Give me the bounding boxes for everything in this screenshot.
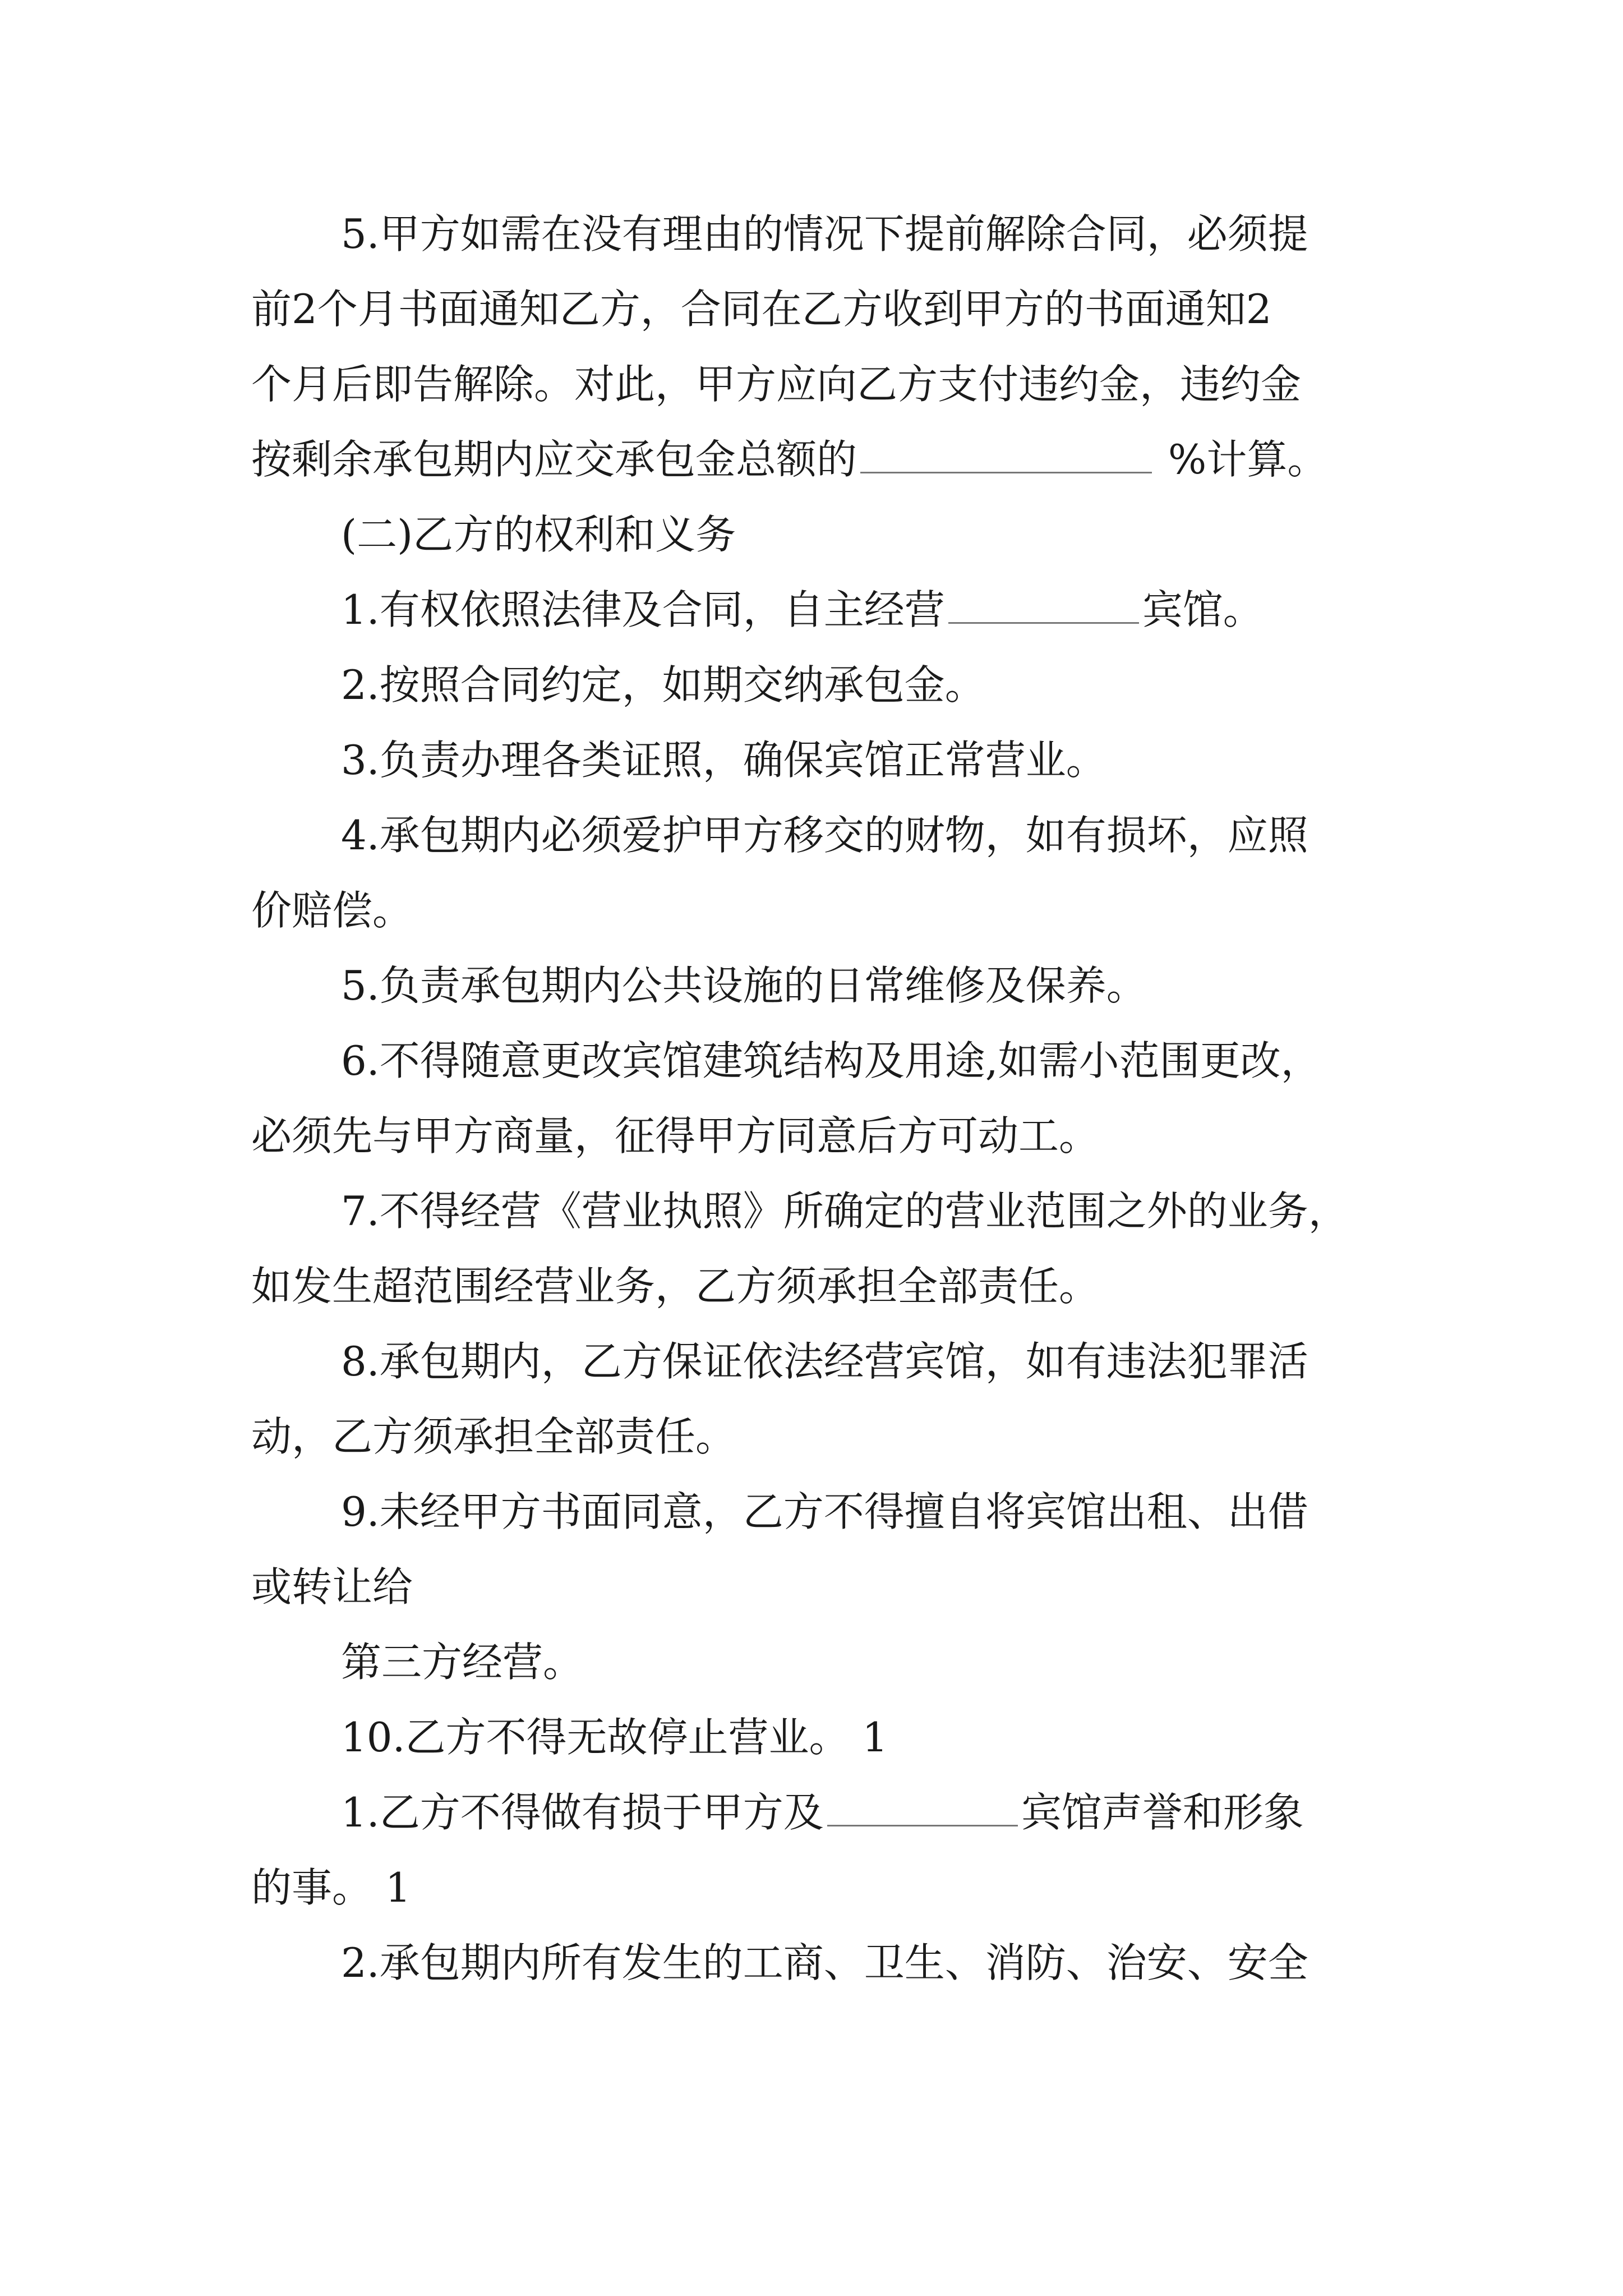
text-line — [251, 1850, 1400, 1925]
fill-in-blank — [860, 438, 1152, 473]
text-segment: %计算。 — [1155, 436, 1328, 483]
text-line — [251, 723, 1400, 798]
text-segment: 5.甲方如需在没有理由的情况下提前解除合同，必须提 — [341, 210, 1308, 257]
text-segment: 宾馆。 — [1142, 586, 1264, 633]
text-segment: 第三方经营。 — [341, 1639, 584, 1686]
text-line — [251, 1549, 1400, 1625]
text-line — [251, 1399, 1400, 1474]
text-segment: 3.负责办理各类证照，确保宾馆正常营业。 — [341, 737, 1106, 784]
fill-in-blank — [948, 588, 1139, 624]
text-line — [251, 422, 1400, 497]
text-line — [251, 1174, 1400, 1249]
text-line — [251, 272, 1400, 347]
text-line — [251, 196, 1400, 272]
document-body — [251, 196, 1400, 2000]
fill-in-blank — [827, 1791, 1018, 1826]
text-line — [251, 1324, 1400, 1399]
text-line — [251, 1474, 1400, 1549]
text-line — [251, 948, 1400, 1023]
text-line — [251, 1249, 1400, 1324]
text-line — [251, 1625, 1400, 1700]
text-segment: 2.承包期内所有发生的工商、卫生、消防、治安、安全 — [341, 1939, 1308, 1986]
text-segment: (二)乙方的权利和义务 — [341, 511, 736, 558]
text-segment: 2.按照合同约定，如期交纳承包金。 — [341, 661, 985, 708]
text-segment: 5.负责承包期内公共设施的日常维修及保养。 — [341, 962, 1147, 1009]
text-segment: 的事。 1 — [251, 1864, 411, 1911]
text-line — [251, 572, 1400, 647]
text-segment: 或转让给 — [251, 1563, 413, 1611]
text-line — [251, 1098, 1400, 1174]
text-segment: 个月后即告解除。对此，甲方应向乙方支付违约金，违约金 — [251, 361, 1302, 408]
text-line — [251, 1775, 1400, 1850]
text-segment: 7.不得经营《营业执照》所确定的营业范围之外的业务， — [341, 1188, 1349, 1235]
text-line — [251, 1023, 1400, 1098]
text-segment: 按剩余承包期内应交承包金总额的 — [251, 436, 857, 483]
text-segment: 1.乙方不得做有损于甲方及 — [341, 1789, 824, 1836]
text-line — [251, 647, 1400, 723]
text-segment: 6.不得随意更改宾馆建筑结构及用途,如需小范围更改， — [341, 1037, 1321, 1084]
text-segment: 必须先与甲方商量，征得甲方同意后方可动工。 — [251, 1112, 1100, 1159]
text-line — [251, 798, 1400, 873]
text-segment: 9.未经甲方书面同意，乙方不得擅自将宾馆出租、出借 — [341, 1488, 1308, 1535]
text-line — [251, 347, 1400, 422]
text-line — [251, 1925, 1400, 2000]
text-segment: 4.承包期内必须爱护甲方移交的财物，如有损坏，应照 — [341, 812, 1308, 859]
text-segment: 宾馆声誉和形象 — [1021, 1789, 1304, 1836]
text-line — [251, 497, 1400, 572]
text-segment: 10.乙方不得无故停止营业。 1 — [341, 1714, 888, 1761]
text-segment: 8.承包期内，乙方保证依法经营宾馆，如有违法犯罪活 — [341, 1338, 1308, 1385]
text-line — [251, 1700, 1400, 1775]
text-segment: 价赔偿。 — [251, 887, 413, 934]
text-line — [251, 873, 1400, 948]
text-segment: 1.有权依照法律及合同，自主经营 — [341, 586, 945, 633]
text-segment: 动，乙方须承担全部责任。 — [251, 1413, 736, 1460]
text-segment: 如发生超范围经营业务，乙方须承担全部责任。 — [251, 1263, 1100, 1310]
text-segment: 前2个月书面通知乙方，合同在乙方收到甲方的书面通知2 — [251, 286, 1272, 333]
